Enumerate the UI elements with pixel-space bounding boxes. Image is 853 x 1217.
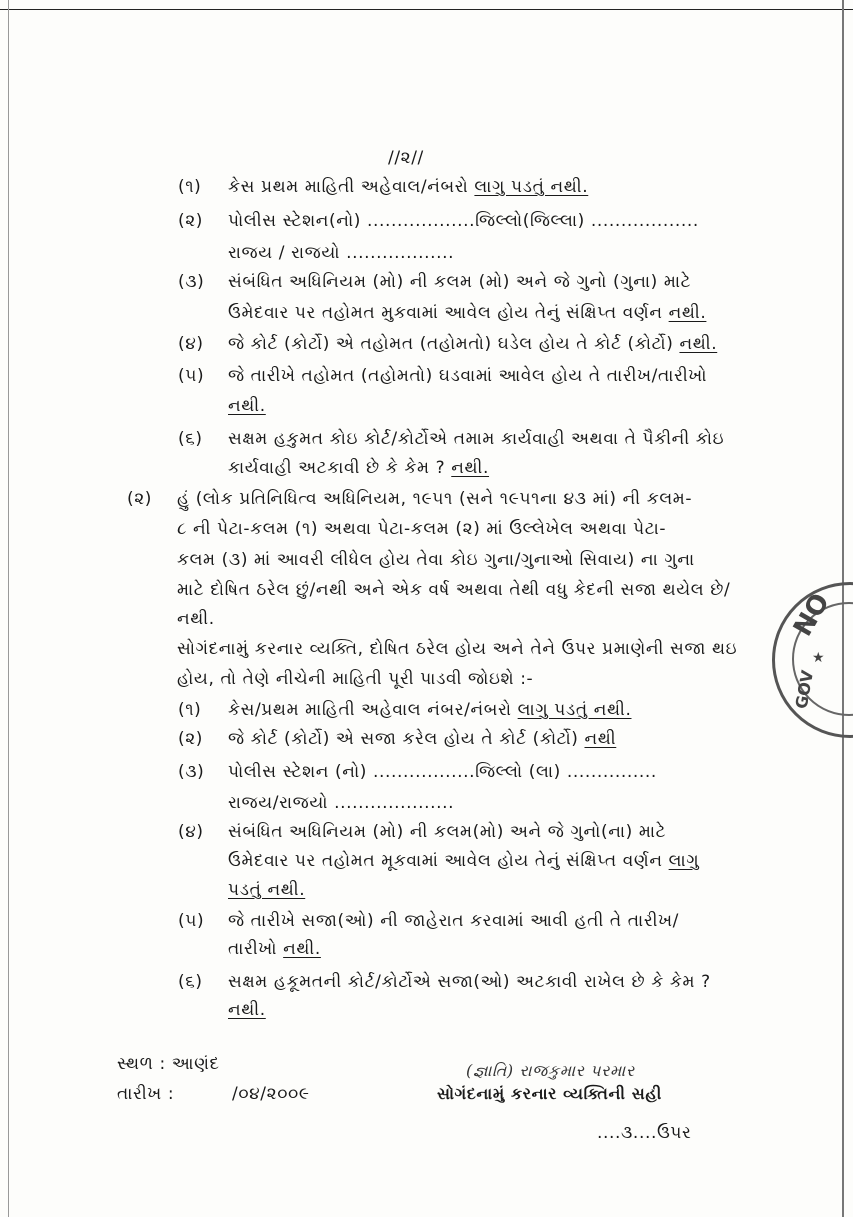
s2-intro-line2: હોય, તો તેણે નીચેની માહિતી પૂરી પાડવી જોઇશે :-: [177, 669, 534, 689]
handwritten-signature: (જ્ઞાતિ) રાજકુમાર પરમાર: [466, 1061, 635, 1080]
s1-item6-text2: કાર્યવાહી અટકાવી છે કે કેમ ?: [228, 458, 452, 478]
s2-item3-num: (૩): [178, 762, 205, 782]
s1-item3-num: (૩): [178, 272, 205, 292]
s2-item6-answer: નથી.: [228, 1000, 266, 1020]
date-value: /૦૪/૨૦૦૯: [232, 1084, 310, 1104]
s1-item4-answer: નથી.: [679, 334, 718, 354]
s2-item2-num: (૨): [178, 729, 204, 749]
s2-num: (૨): [127, 489, 153, 509]
s2-para-line2: ૮ ની પેટા-કલમ (૧) અથવા પેટા-કલમ (૨) માં ઉલ્લેખેલ અથવા પેટા-: [177, 519, 667, 539]
s1-item3-answer: નથી.: [668, 303, 707, 323]
s1-item2-num: (૨): [178, 211, 204, 231]
s1-item3-line2: [228, 302, 706, 324]
s2-item1-num: (૧): [178, 700, 202, 720]
s1-item4-num: (૪): [178, 334, 204, 354]
s1-item6-line2: [228, 457, 489, 479]
s2-item2-text: જે કોર્ટ (કોર્ટો) એ સજા કરેલ હોય તે કોર્ટ (કોર્ટો): [228, 729, 585, 749]
s2-item5-line2: [228, 938, 321, 960]
s2-item4-text: સંબંધિત અધિનિયમ (મો) ની કલમ(મો) અને જે ગુનો(ના) માટે: [228, 822, 667, 842]
page-border-left: [8, 0, 9, 1217]
s2-item3-text2: રાજય/રાજયો ....................: [228, 793, 455, 813]
s1-item1-text: કેસ પ્રથમ માહિતી અહેવાલ/નંબરો: [228, 177, 475, 197]
s1-item2-text2: રાજય / રાજયો ..................: [228, 243, 455, 263]
s1-item6-text: સક્ષમ હકુમત કોઇ કોર્ટ/કોર્ટોએ તમામ કાર્યવાહી અથવા તે પૈકીની કોઇ: [228, 429, 725, 449]
stamp-star-icon: ★: [812, 650, 825, 666]
s1-item4-text: જે કોર્ટ (કોર્ટો) એ તહોમત (તહોમતો) ઘડેલ હોય તે કોર્ટ (કોર્ટો): [228, 334, 680, 354]
s2-item5-text: જે તારીખે સજા(ઓ) ની જાહેરાત કરવામાં આવી હતી તે તારીખ/: [228, 911, 679, 931]
s1-item5-answer: નથી.: [228, 396, 266, 416]
s1-item5-num: (૫): [178, 366, 205, 386]
s1-item1-num: (૧): [178, 177, 202, 197]
s2-item4-num: (૪): [178, 822, 204, 842]
stamp-text-bottom: GOV: [791, 668, 818, 711]
s2-item1-answer: લાગુ પડતું નથી.: [517, 700, 632, 720]
s2-para-line3: કલમ (૩) માં આવરી લીધેલ હોય તેવા કોઇ ગુના/ગુનાઓ સિવાય) ના ગુના: [177, 550, 695, 570]
signature-caption: સોગંદનામું કરનાર વ્યક્તિની સહી: [437, 1084, 662, 1103]
s2-item2-answer: નથી: [584, 729, 617, 749]
s2-item3-text: પોલીસ સ્ટેશન (નો) .................જિલ્લો (લા) ...............: [228, 762, 657, 782]
s1-item6-answer: નથી.: [451, 458, 490, 478]
continued-marker: ....૩....ઉપર: [597, 1123, 692, 1143]
s2-item5-text2: તારીખો: [228, 939, 284, 959]
s2-item1-text: કેસ/પ્રથમ માહિતી અહેવાલ નંબર/નંબરો: [228, 700, 518, 720]
s2-item4-line2: [228, 850, 699, 872]
s1-item2-text: પોલીસ સ્ટેશન(નો) ..................જિલ્લો(જિલ્લા) ..................: [228, 211, 699, 231]
s1-item3-text2: ઉમેદવાર પર તહોમત મુકવામાં આવેલ હોય તેનું સંક્ષિપ્ત વર્ણન: [228, 303, 669, 323]
s2-item5-num: (૫): [178, 911, 205, 931]
s1-item6-num: (૬): [178, 429, 203, 449]
s2-item4-answer: લાગુ: [668, 851, 700, 871]
s1-item1-answer: લાગુ પડતું નથી.: [474, 177, 589, 197]
page-marker: //૨//: [388, 148, 424, 168]
date-label: તારીખ :: [117, 1084, 175, 1104]
s2-item6-text: સક્ષમ હકૂમતની કોર્ટ/કોર્ટોએ સજા(ઓ) અટકાવી રાખેલ છે કે કેમ ?: [228, 972, 711, 992]
s2-intro-line1: સોગંદનામું કરનાર વ્યક્તિ, દોષિત ઠરેલ હોય અને તેને ઉપર પ્રમાણેની સજા થઇ: [177, 639, 738, 659]
s1-item5-text: જે તારીખે તહોમત (તહોમતો) ઘડવામાં આવેલ હોય તે તારીખ/તારીખો: [228, 366, 708, 386]
page-border-top: [0, 9, 853, 10]
s1-item1: [228, 176, 588, 198]
s2-para-line1: હું (લોક પ્રતિનિધિત્વ અધિનિયમ, ૧૯૫૧ (સને ૧૯૫૧ના ૪૩ માં) ની કલમ-: [177, 489, 693, 509]
s2-para-line5: નથી.: [177, 609, 215, 629]
place-label: સ્થળ : આણંદ: [117, 1054, 220, 1074]
s2-item6-num: (૬): [178, 972, 203, 992]
s2-item4-answer2: પડતું નથી.: [228, 880, 306, 900]
s2-item4-text2: ઉમેદવાર પર તહોમત મૂકવામાં આવેલ હોય તેનું સંક્ષિપ્ત વર્ણન: [228, 851, 669, 871]
stamp-text-top: NO: [787, 588, 836, 642]
s2-item2: [228, 728, 616, 750]
s2-item1: [228, 699, 631, 721]
s1-item4: [228, 333, 717, 355]
s1-item3-text: સંબંધિત અધિનિયમ (મો) ની કલમ (મો) અને જે ગુનો (ગુના) માટે: [228, 272, 692, 292]
s2-para-line4: માટે દોષિત ઠરેલ છું/નથી અને એક વર્ષ અથવા તેથી વધુ કેદની સજા થયેલ છે/: [177, 580, 731, 600]
s2-item5-answer: નથી.: [283, 939, 321, 959]
